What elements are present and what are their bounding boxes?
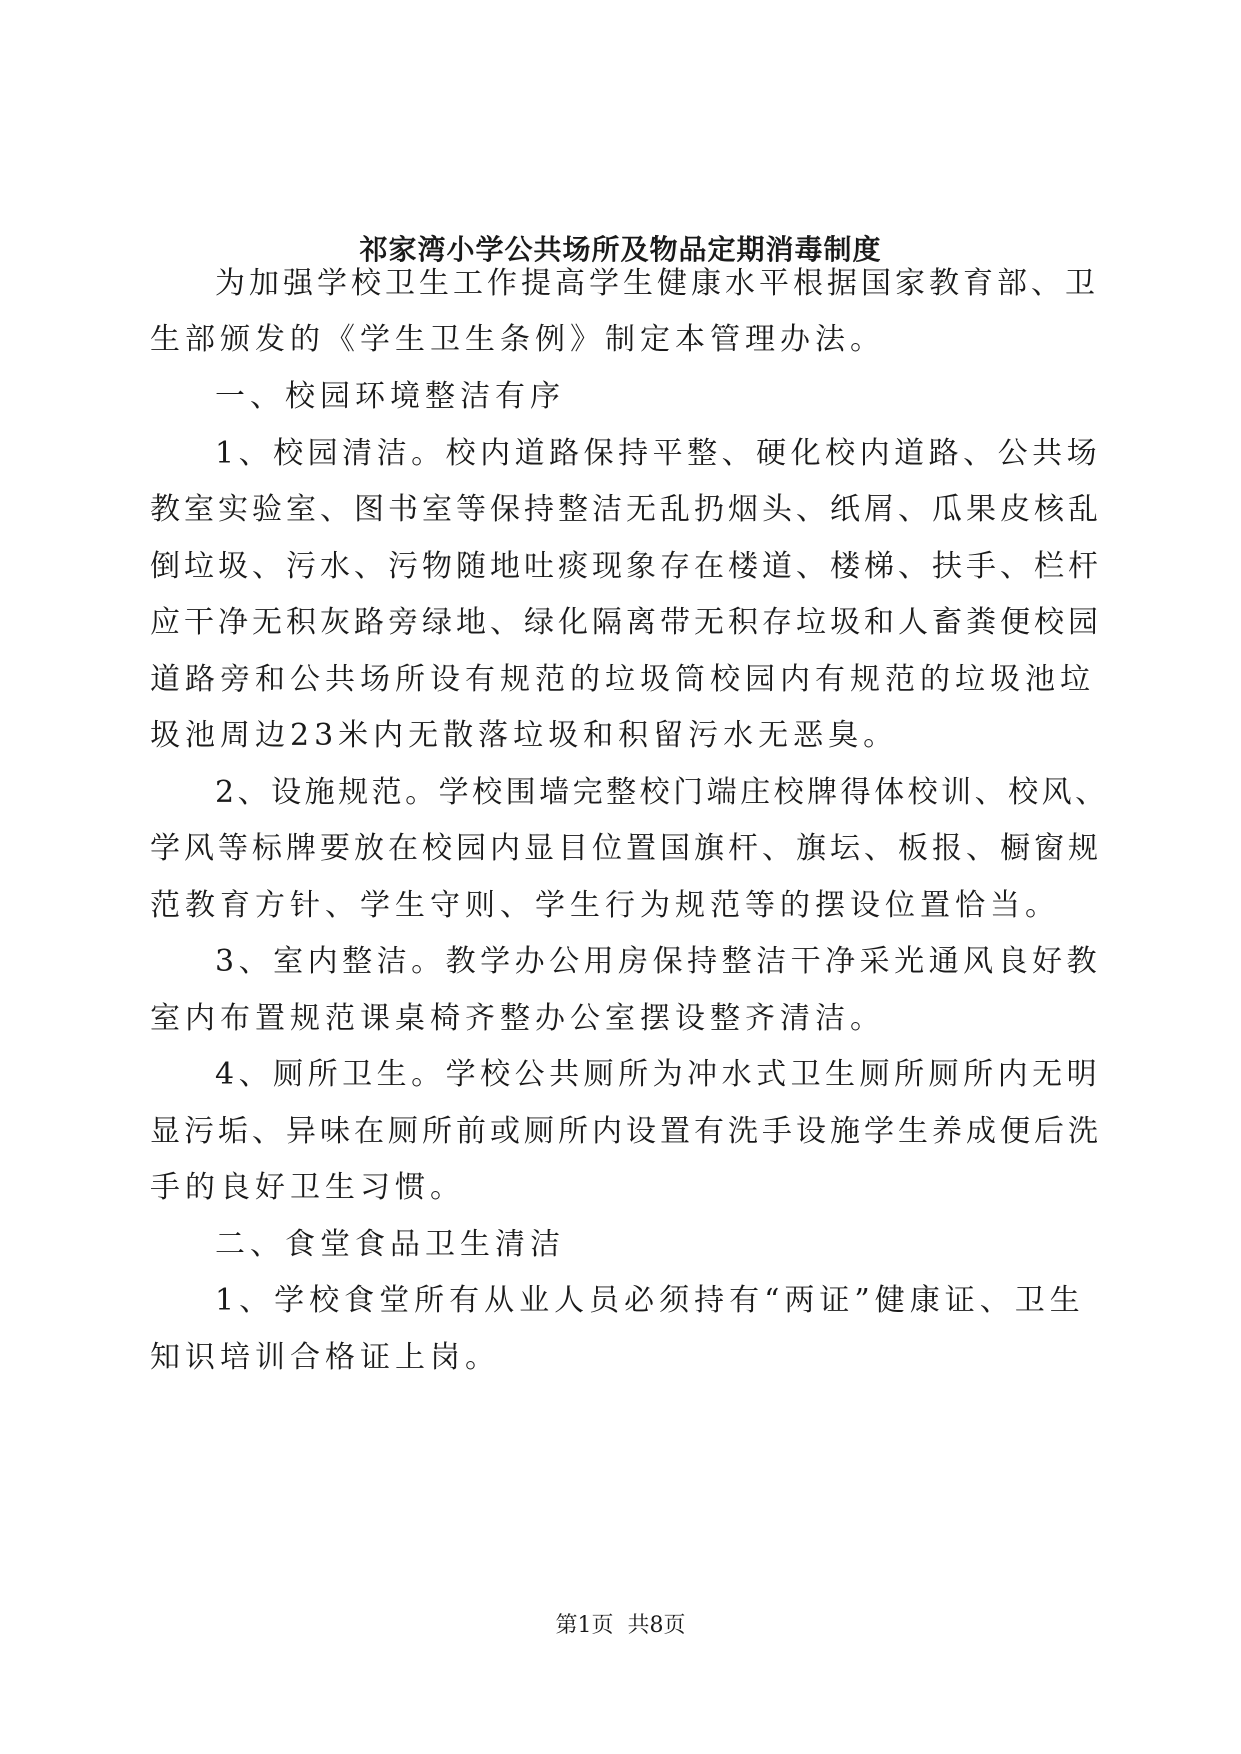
body-line: 知识培训合格证上岗。 [150,1340,500,1375]
body-line: 为加强学校卫生工作提高学生健康水平根据国家教育部、卫 [215,266,1099,301]
document-title: 祁家湾小学公共场所及物品定期消毒制度 [359,233,882,266]
body-line: 应干净无积灰路旁绿地、绿化隔离带无积存垃圾和人畜粪便校园 [150,605,1102,640]
body-line: 生部颁发的《学生卫生条例》制定本管理办法。 [150,322,885,357]
page-footer: 第1页 共8页 [555,1613,686,1638]
body-line: 倒垃圾、污水、污物随地吐痰现象存在楼道、楼梯、扶手、栏杆 [150,549,1102,584]
body-line: 4、厕所卫生。学校公共厕所为冲水式卫生厕所厕所内无明 [215,1057,1102,1092]
body-line: 2、设施规范。学校围墙完整校门端庄校牌得体校训、校风、 [215,775,1109,810]
body-line: 1、学校食堂所有从业人员必须持有“两证”健康证、卫生 [215,1283,1085,1318]
body-line: 手的良好卫生习惯。 [150,1170,465,1205]
body-line: 显污垢、异味在厕所前或厕所内设置有洗手设施学生养成便后洗 [150,1114,1102,1149]
body-line: 范教育方针、学生守则、学生行为规范等的摆设位置恰当。 [150,888,1060,923]
body-line: 圾池周边23米内无散落垃圾和积留污水无恶臭。 [150,718,899,753]
section-heading: 一、校园环境整洁有序 [215,379,565,414]
body-line: 学风等标牌要放在校园内显目位置国旗杆、旗坛、板报、橱窗规 [150,831,1102,866]
body-line: 道路旁和公共场所设有规范的垃圾筒校园内有规范的垃圾池垃 [150,662,1095,697]
body-line: 教室实验室、图书室等保持整洁无乱扔烟头、纸屑、瓜果皮核乱 [150,492,1102,527]
body-line: 3、室内整洁。教学办公用房保持整洁干净采光通风良好教 [215,944,1102,979]
section-heading: 二、食堂食品卫生清洁 [215,1227,565,1262]
body-line: 室内布置规范课桌椅齐整办公室摆设整齐清洁。 [150,1001,885,1036]
body-line: 1、校园清洁。校内道路保持平整、硬化校内道路、公共场 [215,436,1102,471]
